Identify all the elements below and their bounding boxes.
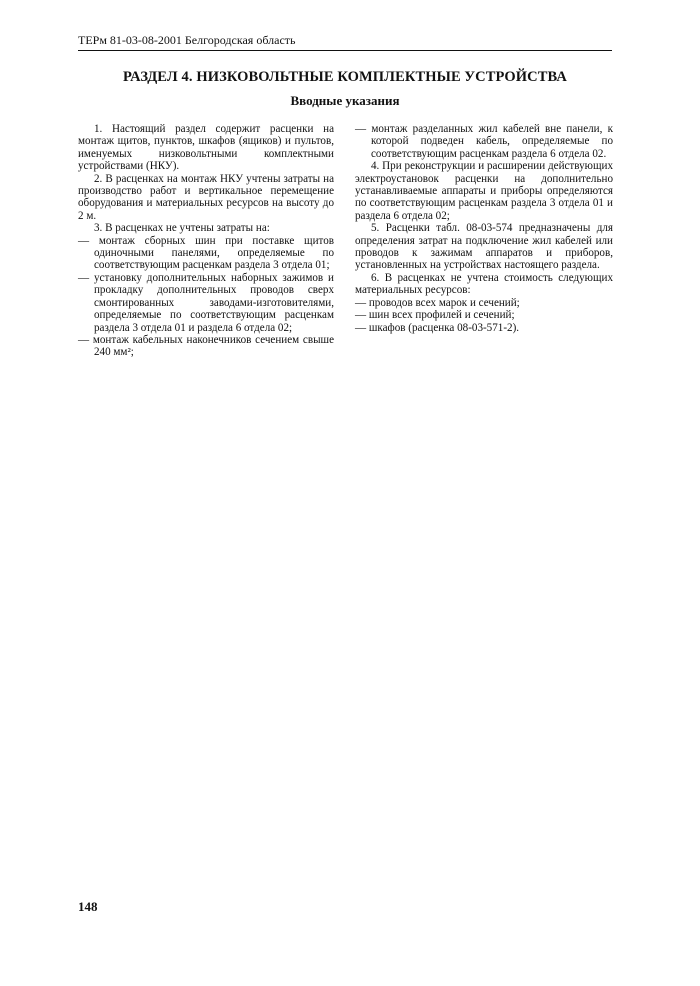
list-item: — монтаж разделанных жил кабелей вне панели, к которой подведен кабель, определяемые по соответствующим расценкам раздела 6 отдела 02. <box>355 123 613 160</box>
list-item: — проводов всех марок и сечений; <box>355 296 520 309</box>
paragraph-6: 6. В расценках не учтена стоимость следующих материальных ресурсов: <box>355 271 613 297</box>
paragraph-4: 4. При реконструкции и расширении действующих электроустановок расценки на дополнительно устанавливаемые аппараты и приборы определяются по соответствующим расценкам раздела 3 отдела 01 и раздела 6 отдела 02; <box>355 160 613 222</box>
paragraph-3: 3. В расценках не учтены затраты на: <box>94 222 270 235</box>
section-title: РАЗДЕЛ 4. НИЗКОВОЛЬТНЫЕ КОМПЛЕКТНЫЕ УСТРОЙСТВА <box>123 69 567 85</box>
left-column <box>78 123 334 359</box>
list-item: — монтаж сборных шин при поставке щитов одиночными панелями, определяемые по соответствующим расценкам раздела 3 отдела 01; <box>78 234 334 272</box>
list-item: — монтаж кабельных наконечников сечением свыше 240 мм²; <box>78 333 334 359</box>
running-header: ТЕРм 81-03-08-2001 Белгородская область <box>78 33 296 47</box>
list-item: — шкафов (расценка 08-03-571-2). <box>355 321 520 334</box>
section-subtitle: Вводные указания <box>290 93 400 108</box>
paragraph-5: 5. Расценки табл. 08-03-574 предназначены для определения затрат на подключение жил кабелей или проводов к зажимам аппаратов и приборов, установленных на устройствах настоящего раздела. <box>355 222 613 272</box>
paragraph-1: 1. Настоящий раздел содержит расценки на монтаж щитов, пунктов, шкафов (ящиков) и пультов, именуемых низковольтными комплектными устройствами (НКУ). <box>78 123 334 173</box>
list-item: — шин всех профилей и сечений; <box>355 309 515 322</box>
paragraph-2: 2. В расценках на монтаж НКУ учтены затраты на производство работ и вертикальное перемещение оборудования и материальных ресурсов на высоту до 2 м. <box>78 172 334 222</box>
header-divider <box>78 50 612 51</box>
page-number: 148 <box>78 899 98 914</box>
right-column <box>355 123 613 334</box>
list-item: — установку дополнительных наборных зажимов и прокладку дополнительных проводов сверх смонтированных заводами-изготовителями, определяемые по соответствующим расценкам раздела 3 отдела 01 и раздела 6 отдела 02; <box>78 271 334 334</box>
